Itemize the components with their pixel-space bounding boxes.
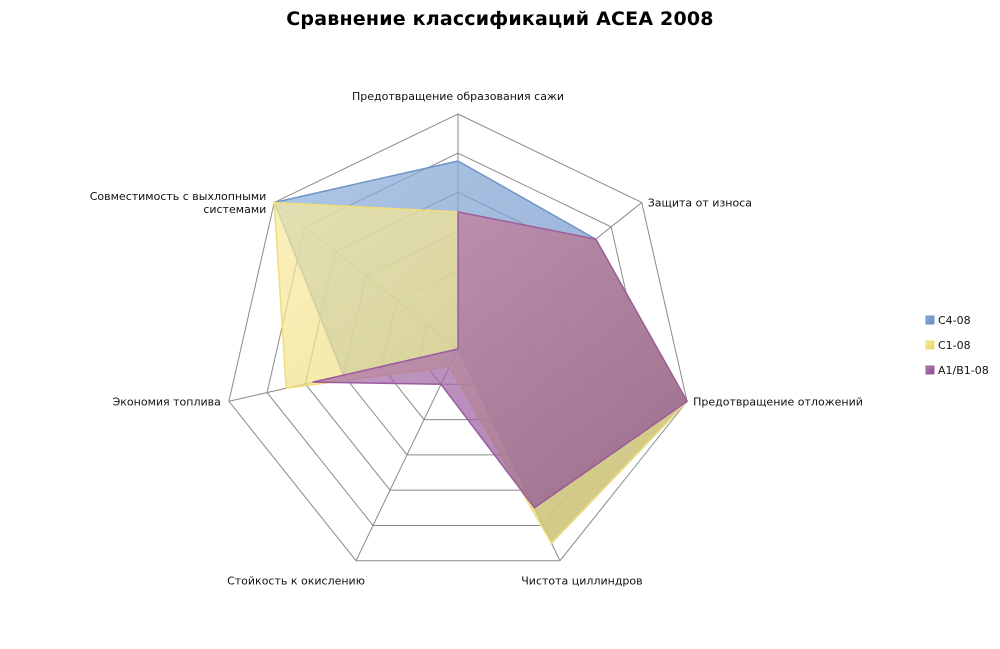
legend-label: A1/B1-08: [938, 364, 989, 377]
axis-label: Предотвращение отложений: [693, 395, 863, 409]
chart-title: Сравнение классификаций ACEA 2008: [286, 8, 714, 30]
legend-label: C1-08: [938, 339, 971, 352]
axis-label: Совместимость с выхлопными системами: [89, 189, 267, 216]
axis-label: Экономия топлива: [112, 395, 221, 409]
legend-label: C4-08: [938, 314, 971, 327]
axis-label: Предотвращение образования сажи: [351, 90, 565, 103]
legend-swatch: [926, 316, 934, 324]
legend-swatch: [926, 366, 934, 374]
legend-swatch: [926, 341, 934, 349]
radar-series: [274, 161, 687, 543]
axis-label: Защита от износа: [647, 196, 753, 210]
legend: [926, 314, 989, 377]
axis-label: Стойкость к окислению: [227, 574, 365, 588]
axis-label: Чистота циллиндров: [521, 574, 643, 588]
